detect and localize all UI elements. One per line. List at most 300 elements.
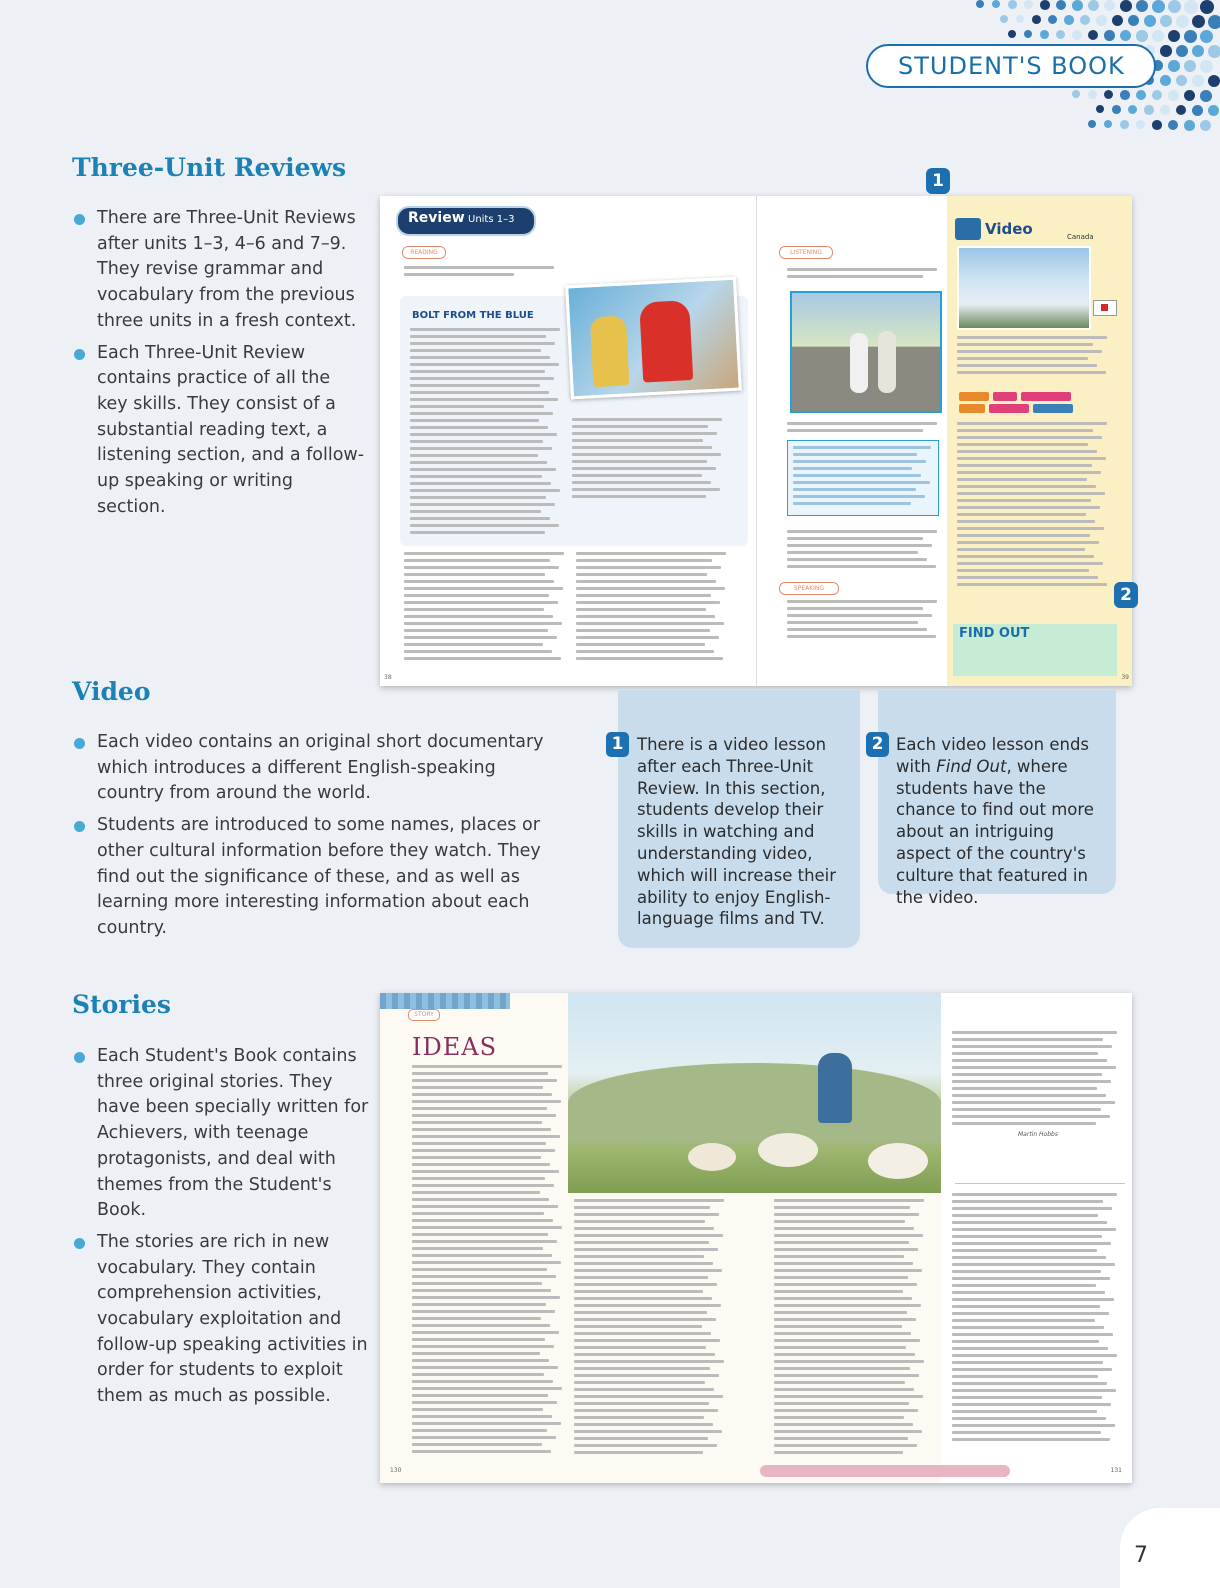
- text-line: [787, 422, 937, 425]
- text-line: [952, 1122, 1096, 1125]
- text-line: [774, 1255, 904, 1258]
- text-line: [410, 496, 546, 499]
- text-line: [574, 1227, 714, 1230]
- text-line: [574, 1402, 709, 1405]
- decorative-dot: [1184, 60, 1196, 72]
- text-line: [957, 457, 1106, 460]
- text-line: [572, 425, 708, 428]
- text-line: [774, 1206, 910, 1209]
- text-line: [787, 268, 937, 271]
- find-out-title: FIND OUT: [959, 626, 1030, 641]
- text-line: [412, 1415, 552, 1418]
- text-line: [412, 1065, 562, 1068]
- text-line: [774, 1213, 919, 1216]
- text-line: [952, 1066, 1116, 1069]
- decorative-dot: [1200, 60, 1213, 73]
- text-line: [774, 1248, 918, 1251]
- text-line: [574, 1325, 702, 1328]
- reviews-bullet-list: [74, 206, 366, 526]
- text-line: [410, 328, 560, 331]
- text-line: [412, 1240, 557, 1243]
- text-line: [410, 363, 559, 366]
- decorative-dot: [1024, 30, 1032, 38]
- text-line: [412, 1142, 546, 1145]
- text-line: [952, 1038, 1103, 1041]
- text-line: [576, 657, 723, 660]
- text-line: [410, 405, 544, 408]
- text-line: [952, 1200, 1103, 1203]
- decorative-dot: [1152, 90, 1162, 100]
- reading-label: READING: [402, 246, 446, 259]
- decorative-dot: [1168, 60, 1180, 72]
- text-line: [412, 1408, 543, 1411]
- decorative-dot: [1032, 15, 1041, 24]
- country-name: Canada: [1067, 233, 1094, 241]
- text-line: [957, 506, 1100, 509]
- text-line: [787, 565, 936, 568]
- text-line: [412, 1121, 542, 1124]
- text-line: [952, 1403, 1111, 1406]
- decorative-dot: [1152, 120, 1162, 130]
- text-line: [957, 357, 1088, 360]
- decorative-dot: [1160, 75, 1171, 86]
- text-line: [787, 614, 932, 617]
- text-line: [952, 1417, 1106, 1420]
- text-line: [774, 1220, 905, 1223]
- text-line: [793, 495, 925, 498]
- text-line: [957, 527, 1104, 530]
- decorative-dot: [1016, 15, 1024, 23]
- text-line: [412, 1352, 540, 1355]
- text-line: [952, 1031, 1117, 1034]
- canada-flag-icon: [1093, 300, 1117, 316]
- decorative-dot: [1168, 120, 1178, 130]
- text-line: [410, 468, 556, 471]
- decorative-dot: [1056, 0, 1066, 10]
- text-line: [952, 1305, 1100, 1308]
- text-line: [574, 1339, 720, 1342]
- text-line: [404, 587, 563, 590]
- text-line: [412, 1324, 550, 1327]
- text-line: [412, 1268, 547, 1271]
- text-line: [410, 517, 550, 520]
- text-line: [404, 615, 553, 618]
- callout-1-number: 1: [606, 732, 629, 757]
- text-line: [952, 1073, 1102, 1076]
- decorative-dot: [1208, 45, 1220, 58]
- decorative-dot: [1136, 90, 1146, 100]
- text-line: [412, 1114, 556, 1117]
- text-line: [957, 520, 1095, 523]
- text-line: [774, 1199, 924, 1202]
- text-line: [574, 1416, 704, 1419]
- video-column: [947, 196, 1132, 686]
- text-line: [410, 475, 542, 478]
- text-line: [576, 587, 725, 590]
- text-line: [574, 1374, 719, 1377]
- text-line: [572, 432, 717, 435]
- review-left-page: [380, 196, 756, 686]
- text-line: [404, 601, 558, 604]
- decorative-dot: [1152, 0, 1165, 13]
- text-line: [774, 1430, 922, 1433]
- text-line: [412, 1261, 561, 1264]
- story-illustration: [568, 993, 941, 1193]
- text-line: [793, 460, 926, 463]
- text-line: [574, 1269, 722, 1272]
- vocab-chip: [1021, 392, 1071, 401]
- sprinter-photo: [565, 277, 742, 400]
- text-line: [957, 562, 1103, 565]
- video-section-title: Video: [72, 677, 151, 706]
- text-line: [952, 1052, 1098, 1055]
- text-line: [787, 275, 923, 278]
- decorative-dot: [1176, 75, 1187, 86]
- page-number: 7: [1134, 1543, 1148, 1568]
- text-line: [412, 1429, 547, 1432]
- text-line: [774, 1290, 903, 1293]
- text-line: [952, 1080, 1111, 1083]
- text-line: [404, 580, 554, 583]
- text-line: [572, 481, 711, 484]
- text-line: [774, 1444, 917, 1447]
- decorative-dot: [1192, 105, 1203, 116]
- text-line: [774, 1381, 905, 1384]
- decorative-dot: [1088, 90, 1097, 99]
- text-line: [574, 1241, 709, 1244]
- decorative-dot: [1096, 105, 1104, 113]
- text-line: [410, 503, 555, 506]
- student-book-badge-label: STUDENT'S BOOK: [898, 52, 1125, 80]
- text-line: [410, 510, 541, 513]
- sheep-figure: [758, 1133, 818, 1167]
- text-line: [404, 657, 561, 660]
- decorative-dot: [1136, 120, 1145, 129]
- text-line: [410, 384, 540, 387]
- text-line: [574, 1318, 716, 1321]
- text-line: [410, 349, 541, 352]
- text-line: [774, 1451, 903, 1454]
- text-line: [410, 447, 552, 450]
- decorative-dot: [1040, 0, 1050, 10]
- text-line: [410, 398, 558, 401]
- text-line: [574, 1360, 724, 1363]
- text-line: [412, 1100, 561, 1103]
- text-line: [404, 650, 552, 653]
- decorative-dot: [1184, 0, 1198, 14]
- text-line: [412, 1310, 555, 1313]
- decorative-dot: [1040, 30, 1049, 39]
- text-line: [774, 1346, 906, 1349]
- decorative-dot: [1048, 15, 1057, 24]
- text-line: [574, 1430, 722, 1433]
- text-line: [412, 1184, 554, 1187]
- text-line: [412, 1387, 562, 1390]
- decorative-dot: [1104, 30, 1115, 41]
- text-line: [576, 650, 714, 653]
- decorative-dot: [1184, 120, 1195, 131]
- text-line: [410, 342, 555, 345]
- text-line: [412, 1212, 544, 1215]
- text-line: [412, 1163, 550, 1166]
- text-line: [404, 266, 554, 269]
- text-line: [572, 474, 702, 477]
- text-line: [576, 601, 720, 604]
- text-line: [774, 1423, 913, 1426]
- text-line: [774, 1227, 914, 1230]
- text-line: [412, 1079, 557, 1082]
- text-line: [574, 1290, 703, 1293]
- decorative-dot: [1136, 30, 1148, 42]
- decorative-dot: [1088, 30, 1098, 40]
- text-line: [410, 370, 545, 373]
- decorative-dot: [1096, 15, 1107, 26]
- decorative-dot: [1200, 30, 1213, 43]
- decorative-dot: [1136, 0, 1148, 12]
- text-line: [412, 1205, 558, 1208]
- text-line: [574, 1353, 715, 1356]
- text-line: [952, 1277, 1110, 1280]
- text-line: [412, 1380, 553, 1383]
- vocab-chip: [959, 404, 985, 413]
- vocab-chip: [993, 392, 1017, 401]
- text-line: [774, 1437, 908, 1440]
- text-line: [957, 350, 1102, 353]
- text-line: [952, 1424, 1115, 1427]
- decorative-dot: [1104, 120, 1112, 128]
- text-line: [952, 1101, 1115, 1104]
- decorative-dot: [1104, 90, 1113, 99]
- text-line: [957, 569, 1089, 572]
- text-line: [412, 1247, 543, 1250]
- text-line: [574, 1255, 704, 1258]
- text-line: [412, 1198, 549, 1201]
- text-line: [957, 548, 1085, 551]
- text-line: [412, 1338, 545, 1341]
- text-line: [410, 531, 545, 534]
- text-line: [774, 1353, 915, 1356]
- film-icon: [955, 218, 981, 240]
- text-line: [787, 537, 923, 540]
- text-line: [952, 1249, 1097, 1252]
- text-line: [410, 377, 554, 380]
- page-number-right: 39: [1121, 674, 1129, 681]
- sheep-figure: [868, 1143, 928, 1179]
- text-line: [957, 371, 1106, 374]
- text-line: [574, 1451, 703, 1454]
- text-line: [412, 1254, 552, 1257]
- text-line: [574, 1199, 724, 1202]
- text-line: [412, 1177, 545, 1180]
- text-line: [957, 583, 1107, 586]
- decorative-dot: [1088, 0, 1099, 11]
- text-line: [410, 482, 551, 485]
- text-line: [774, 1332, 911, 1335]
- text-line: [404, 608, 544, 611]
- decorative-dot: [1168, 30, 1180, 42]
- text-line: [952, 1375, 1098, 1378]
- text-line: [957, 576, 1098, 579]
- text-line: [774, 1409, 918, 1412]
- text-line: [410, 391, 549, 394]
- decorative-dot: [1200, 90, 1212, 102]
- text-line: [957, 364, 1097, 367]
- text-line: [412, 1191, 540, 1194]
- text-line: [412, 1373, 544, 1376]
- vocab-chip: [959, 392, 989, 401]
- fast-finishers-strip: [760, 1465, 1010, 1477]
- text-line: [957, 443, 1088, 446]
- text-line: [952, 1087, 1097, 1090]
- text-line: [774, 1339, 920, 1342]
- text-line: [574, 1332, 711, 1335]
- text-line: [572, 439, 703, 442]
- text-line: [576, 643, 705, 646]
- text-line: [576, 629, 710, 632]
- text-line: [576, 552, 726, 555]
- text-line: [574, 1346, 706, 1349]
- decorative-dot: [1024, 0, 1033, 9]
- decorative-dot: [1160, 15, 1172, 27]
- text-line: [412, 1107, 547, 1110]
- decorative-dot: [1168, 0, 1181, 13]
- text-line: [574, 1213, 719, 1216]
- decorative-dot: [1160, 45, 1172, 57]
- callout-2-number: 2: [866, 732, 889, 757]
- text-line: [412, 1219, 553, 1222]
- text-line: [793, 453, 917, 456]
- text-line: [774, 1374, 919, 1377]
- text-line: [957, 478, 1087, 481]
- text-line: [576, 615, 715, 618]
- text-line: [412, 1072, 548, 1075]
- video-title: Video: [985, 220, 1033, 238]
- decorative-dot: [1128, 105, 1137, 114]
- text-line: [952, 1193, 1117, 1196]
- vocab-chip: [1033, 404, 1073, 413]
- text-line: [412, 1317, 541, 1320]
- text-line: [576, 559, 712, 562]
- text-line: [774, 1297, 912, 1300]
- stories-bullet-1: Each Student's Book contains three original stories. They have been specially written for Achievers, with teenage protagonists, and deal with themes from the Student's Book.: [74, 1044, 370, 1224]
- text-line: [952, 1221, 1107, 1224]
- text-line: [952, 1115, 1110, 1118]
- decorative-dot: [1008, 0, 1017, 9]
- girl-figure: [818, 1053, 852, 1123]
- marker-2: 2: [1114, 582, 1138, 608]
- review-spread: [380, 196, 1132, 686]
- story-title: IDEAS: [412, 1033, 498, 1061]
- text-line: [952, 1333, 1113, 1336]
- text-line: [787, 607, 923, 610]
- text-line: [774, 1395, 923, 1398]
- text-line: [787, 551, 918, 554]
- decorative-dot: [1072, 0, 1083, 11]
- text-line: [793, 488, 916, 491]
- callout-2-text: Each video lesson ends with Find Out, where students have the chance to find out more about an intriguing aspect of the country's culture that featured in the video.: [896, 735, 1094, 907]
- text-line: [412, 1226, 562, 1229]
- text-line: [952, 1361, 1103, 1364]
- text-line: [787, 530, 937, 533]
- decorative-dot: [1072, 90, 1080, 98]
- text-line: [574, 1234, 723, 1237]
- text-line: [774, 1311, 907, 1314]
- text-line: [412, 1359, 549, 1362]
- decorative-dot: [1120, 120, 1129, 129]
- text-line: [952, 1410, 1097, 1413]
- text-line: [957, 555, 1094, 558]
- text-line: [774, 1283, 917, 1286]
- decorative-dot: [1072, 30, 1082, 40]
- text-line: [410, 524, 559, 527]
- text-line: [572, 460, 707, 463]
- text-line: [957, 499, 1091, 502]
- text-line: [574, 1206, 710, 1209]
- text-line: [793, 474, 921, 477]
- text-line: [787, 628, 927, 631]
- text-line: [572, 495, 706, 498]
- decorative-dot: [1112, 105, 1121, 114]
- decorative-dot: [1120, 0, 1132, 12]
- text-line: [574, 1388, 714, 1391]
- text-line: [410, 489, 560, 492]
- text-line: [574, 1311, 707, 1314]
- reviews-bullet-1: There are Three-Unit Reviews after units 1–3, 4–6 and 7–9. They revise grammar and vocabulary from the previous three units in a fresh context.: [74, 206, 366, 335]
- text-line: [957, 534, 1090, 537]
- text-line: [952, 1431, 1101, 1434]
- text-line: [952, 1108, 1101, 1111]
- text-line: [412, 1422, 561, 1425]
- decorative-dot: [1184, 90, 1195, 101]
- decorative-dot: [1056, 30, 1065, 39]
- text-line: [952, 1270, 1101, 1273]
- decorative-dot: [1192, 45, 1204, 57]
- text-line: [952, 1319, 1095, 1322]
- page-number-left: 38: [384, 674, 392, 681]
- text-line: [412, 1401, 557, 1404]
- video-bullet-1: Each video contains an original short documentary which introduces a different English-speaking country from around the world.: [74, 730, 554, 807]
- text-line: [412, 1366, 558, 1369]
- text-line: [404, 573, 545, 576]
- text-line: [574, 1248, 718, 1251]
- decorative-dot: [1104, 0, 1115, 11]
- text-line: [404, 636, 557, 639]
- text-line: [952, 1347, 1108, 1350]
- decorative-dot: [1144, 105, 1154, 115]
- text-line: [412, 1394, 548, 1397]
- text-line: [572, 467, 716, 470]
- decorative-dot: [1008, 30, 1016, 38]
- decorative-dot: [1144, 15, 1156, 27]
- text-line: [412, 1149, 555, 1152]
- story-label: STORY: [408, 1009, 440, 1021]
- text-line: [574, 1437, 708, 1440]
- text-line: [774, 1388, 914, 1391]
- text-line: [952, 1340, 1099, 1343]
- video-bullet-2: Students are introduced to some names, places or other cultural information before they watch. They find out the significance of these, and as well as learning more interesting information about each country.: [74, 813, 554, 942]
- text-line: [412, 1128, 551, 1131]
- text-line: [412, 1303, 546, 1306]
- text-line: [412, 1289, 551, 1292]
- decorative-dot: [1208, 105, 1219, 116]
- text-line: [774, 1360, 924, 1363]
- decorative-dot: [1168, 90, 1179, 101]
- text-line: [412, 1086, 543, 1089]
- text-line: [774, 1276, 908, 1279]
- text-line: [574, 1283, 717, 1286]
- text-line: [952, 1228, 1116, 1231]
- text-line: [957, 429, 1093, 432]
